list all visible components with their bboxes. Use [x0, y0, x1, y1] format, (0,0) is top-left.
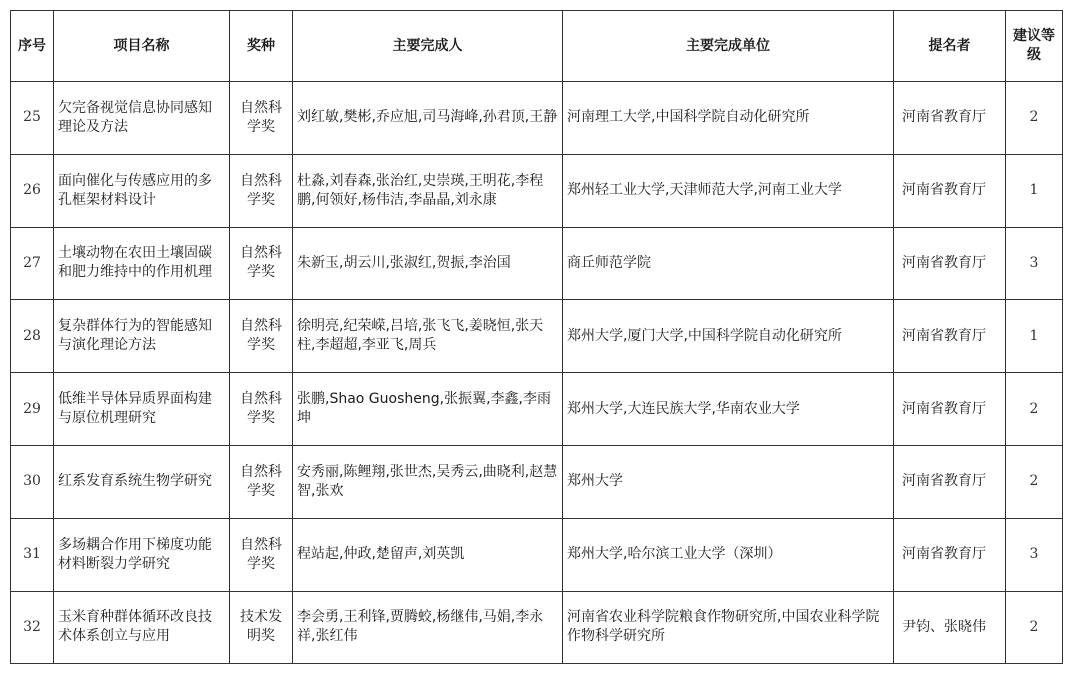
cell-nominator: 河南省教育厅	[894, 154, 1006, 227]
cell-level: 1	[1006, 154, 1063, 227]
cell-award: 自然科学奖	[230, 300, 293, 373]
cell-level: 1	[1006, 300, 1063, 373]
cell-project: 面向催化与传感应用的多孔框架材料设计	[54, 154, 230, 227]
cell-nominator: 河南省教育厅	[894, 300, 1006, 373]
cell-project: 欠完备视觉信息协同感知理论及方法	[54, 82, 230, 155]
cell-units: 郑州大学	[563, 445, 894, 518]
cell-people: 程站起,仲政,楚留声,刘英凯	[293, 518, 563, 591]
cell-units: 郑州轻工业大学,天津师范大学,河南工业大学	[563, 154, 894, 227]
cell-award: 自然科学奖	[230, 445, 293, 518]
cell-nominator: 河南省教育厅	[894, 373, 1006, 446]
cell-index: 30	[11, 445, 54, 518]
cell-people: 徐明亮,纪荣嵘,吕培,张飞飞,姜晓恒,张天柱,李超超,李亚飞,周兵	[293, 300, 563, 373]
cell-nominator: 尹钧、张晓伟	[894, 591, 1006, 664]
table-row	[11, 300, 1063, 373]
cell-level: 2	[1006, 591, 1063, 664]
cell-level: 3	[1006, 227, 1063, 300]
cell-project: 土壤动物在农田土壤固碳和肥力维持中的作用机理	[54, 227, 230, 300]
table-row	[11, 373, 1063, 446]
cell-award: 自然科学奖	[230, 373, 293, 446]
table-row	[11, 154, 1063, 227]
cell-units: 郑州大学,厦门大学,中国科学院自动化研究所	[563, 300, 894, 373]
cell-units: 河南理工大学,中国科学院自动化研究所	[563, 82, 894, 155]
table-row	[11, 518, 1063, 591]
header-award: 奖种	[230, 11, 293, 82]
cell-people: 刘红敏,樊彬,乔应旭,司马海峰,孙君顶,王静	[293, 82, 563, 155]
cell-nominator: 河南省教育厅	[894, 227, 1006, 300]
cell-project: 复杂群体行为的智能感知与演化理论方法	[54, 300, 230, 373]
cell-people: 张鹏,Shao Guosheng,张振翼,李鑫,李雨坤	[293, 373, 563, 446]
cell-index: 25	[11, 82, 54, 155]
cell-people: 朱新玉,胡云川,张淑红,贺振,李治国	[293, 227, 563, 300]
table-row	[11, 445, 1063, 518]
header-nominator: 提名者	[894, 11, 1006, 82]
header-people: 主要完成人	[293, 11, 563, 82]
table-row	[11, 82, 1063, 155]
cell-units: 郑州大学,哈尔滨工业大学（深圳）	[563, 518, 894, 591]
cell-index: 26	[11, 154, 54, 227]
cell-project: 多场耦合作用下梯度功能材料断裂力学研究	[54, 518, 230, 591]
table-row	[11, 227, 1063, 300]
cell-index: 29	[11, 373, 54, 446]
cell-award: 自然科学奖	[230, 518, 293, 591]
cell-people: 李会勇,王利锋,贾腾蛟,杨继伟,马娟,李永祥,张红伟	[293, 591, 563, 664]
header-project: 项目名称	[54, 11, 230, 82]
cell-award: 自然科学奖	[230, 82, 293, 155]
cell-nominator: 河南省教育厅	[894, 445, 1006, 518]
table-row	[11, 591, 1063, 664]
cell-level: 2	[1006, 445, 1063, 518]
cell-level: 2	[1006, 82, 1063, 155]
cell-project: 低维半导体异质界面构建与原位机理研究	[54, 373, 230, 446]
cell-project: 红系发育系统生物学研究	[54, 445, 230, 518]
cell-award: 自然科学奖	[230, 154, 293, 227]
cell-units: 河南省农业科学院粮食作物研究所,中国农业科学院作物科学研究所	[563, 591, 894, 664]
cell-award: 自然科学奖	[230, 227, 293, 300]
cell-project: 玉米育种群体循环改良技术体系创立与应用	[54, 591, 230, 664]
cell-nominator: 河南省教育厅	[894, 518, 1006, 591]
header-index: 序号	[11, 11, 54, 82]
cell-units: 郑州大学,大连民族大学,华南农业大学	[563, 373, 894, 446]
cell-index: 28	[11, 300, 54, 373]
cell-award: 技术发明奖	[230, 591, 293, 664]
cell-index: 32	[11, 591, 54, 664]
cell-level: 2	[1006, 373, 1063, 446]
cell-index: 31	[11, 518, 54, 591]
header-level: 建议等级	[1006, 11, 1063, 82]
cell-units: 商丘师范学院	[563, 227, 894, 300]
cell-people: 安秀丽,陈鲤翔,张世杰,吴秀云,曲晓利,赵慧智,张欢	[293, 445, 563, 518]
header-units: 主要完成单位	[563, 11, 894, 82]
cell-index: 27	[11, 227, 54, 300]
cell-level: 3	[1006, 518, 1063, 591]
awards-table	[10, 10, 1063, 664]
table-header-row	[11, 11, 1063, 82]
cell-people: 杜淼,刘春森,张治红,史崇瑛,王明花,李程鹏,何领好,杨伟洁,李晶晶,刘永康	[293, 154, 563, 227]
cell-nominator: 河南省教育厅	[894, 82, 1006, 155]
